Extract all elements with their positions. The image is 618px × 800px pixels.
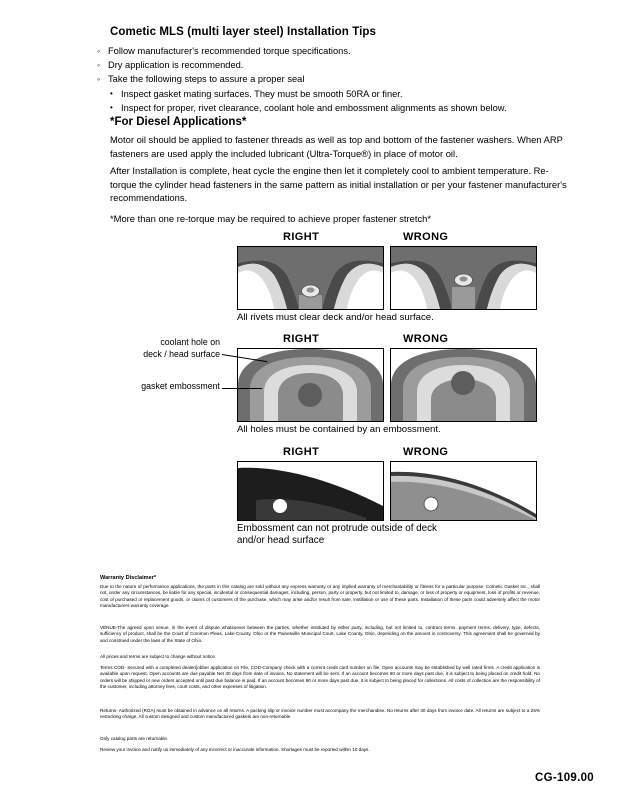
annotation-gasket-embossment: gasket embossment: [141, 381, 220, 391]
list-item: • Inspect for proper, rivet clearance, coolant hole and embossment alignments as shown below.: [110, 101, 567, 115]
diesel-paragraph-2: After Installation is complete, heat cycle the engine then let it completely cool to ambient temperature. Re-torque the cylinder head fasteners in the same pattern as initial installation or per your fastener manufacturer's recommendations.: [110, 165, 567, 204]
figure1-right-label: RIGHT: [283, 231, 320, 243]
page-title: Cometic MLS (multi layer steel) Installation Tips: [110, 26, 377, 38]
list-item: ◦ Take the following steps to assure a proper seal: [97, 72, 567, 86]
diesel-paragraph-3: *More than one re-torque may be required to achieve proper fastener stretch*: [110, 213, 432, 224]
figure1-wrong-label: WRONG: [403, 231, 449, 243]
list-item: ◦ Follow manufacturer's recommended torque specifications.: [97, 44, 567, 58]
list-item: ◦ Dry application is recommended.: [97, 58, 567, 72]
figure2-caption: All holes must be contained by an embossment.: [237, 424, 441, 435]
figure3-caption-line2: and/or head surface: [237, 535, 325, 546]
warranty-paragraph-4: Terms COD- Secured with a completed dealer/jobber application on File, COD-Company check with a current credit card number on file. Open accounts may be established by well rated firms. A credit application is available upon request. Open accounts are due payable Net 30 days from date of invoice. No statement will be sent. If an account becomes 60 or more days past due, it is subject to being placed on credit hold. No orders will be shipped or new orders accepted until past due balance is paid. If an account becomes 90 or more days past due, it is subject to being placed for collections. All costs of collection are the responsibility of the customer, including attorney fees, court costs, and other expenses of litigation.: [100, 665, 540, 689]
figure3-wrong-label: WRONG: [403, 446, 449, 458]
figure3-caption-line1: Embossment can not protrude outside of deck: [237, 523, 437, 534]
warranty-paragraph-6: Only catalog parts are returnable.: [100, 736, 169, 741]
warranty-paragraph-1: Due to the nature of performance applications, the parts in this catalog are sold without any express warranty or any implied warranty of merchantability or fitness for a particular purpose. Cometic Gasket Inc., shall not, under any circumstances, be liable for any special, incidental or consequential damages, including, person, party or property, but not limited to, damage, or loss of property or equipment, loss of profits or revenue, cost of purchased or replacement goods, or claims of customers of the purchase, which may arise and/or result from sale, instillation or use of these parts. Installation of these parts could adversely affect the motor manufacturers warranty coverage.: [100, 584, 540, 608]
figure1-caption: All rivets must clear deck and/or head surface.: [237, 312, 434, 323]
leader-line-embossment: [222, 388, 262, 389]
figure2-right-label: RIGHT: [283, 333, 320, 345]
diesel-paragraph-1: Motor oil should be applied to fastener threads as well as top and bottom of the fastener washers. When ARP fasteners are used apply the included lubricant (Ultra-Torque®) in place of motor oil.: [110, 134, 563, 159]
warranty-paragraph-5: Returns- Authorized (RGA) must be obtained in advance on all returns. A packing slip or invoice number must accompany the merchandise. No returns after 30 days from invoice date. All returns are subject to a 25% restocking charge. All custom designed and custom manufactured gaskets are non-returnable.: [100, 708, 540, 720]
annotation-coolant-hole-line2: deck / head surface: [143, 349, 220, 359]
list-item: • Inspect gasket mating surfaces. They must be smooth 50RA or finer.: [110, 87, 567, 101]
installation-tips-list: [97, 44, 567, 115]
annotation-coolant-hole-line1: coolant hole on: [160, 337, 220, 347]
warranty-title: Warranty Disclaimer*: [100, 575, 157, 581]
figure3-right-label: RIGHT: [283, 446, 320, 458]
figure1-wrong-image: [390, 246, 537, 310]
warranty-paragraph-7: Review your invoice and notify us immediately of any incorrect or inaccurate information. Shortages must be reported within 10 days.: [100, 747, 370, 752]
warranty-paragraph-2: VENUE-The agreed upon venue, in the event of dispute whatsoever between the parties, whether instituted by either party, including, but not limited to, contract terms, payment terms, delivery, type, defects, sufficiency of product, shall be the Court of Common Pleas, Lake County, Ohio or the Painesville Municipal Court, Lake County, Ohio, depending on the amount in controversy. This agreement shall be governed by and construed under the laws of the State of Ohio.: [100, 625, 540, 643]
figure3-right-image: [237, 461, 384, 521]
diesel-section-heading: *For Diesel Applications*: [110, 116, 247, 128]
figure2-wrong-image: [390, 348, 537, 422]
figure2-wrong-label: WRONG: [403, 333, 449, 345]
warranty-paragraph-3: All prices and terms are subject to change without notice.: [100, 654, 217, 659]
figure3-wrong-image: [390, 461, 537, 521]
part-number: CG-109.00: [535, 772, 594, 784]
figure1-right-image: [237, 246, 384, 310]
